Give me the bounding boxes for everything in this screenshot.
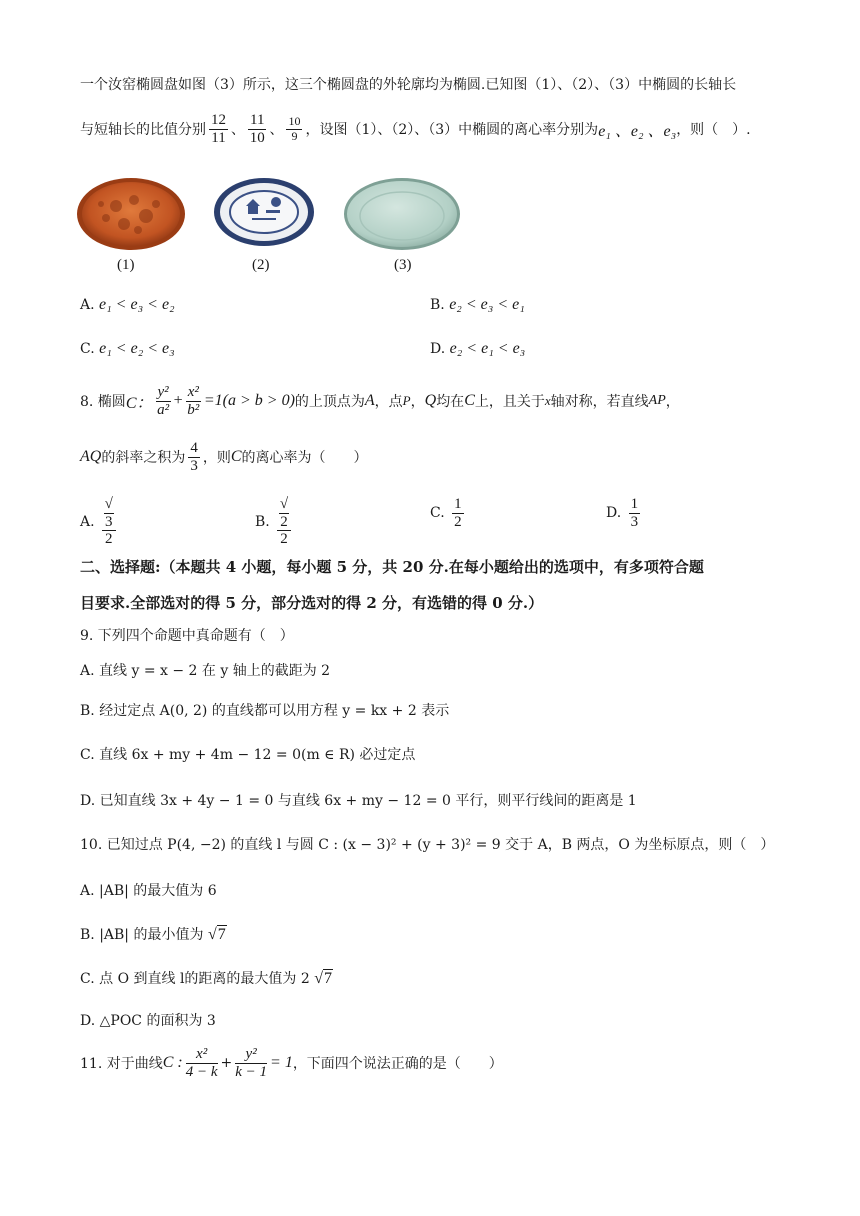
q8-mid3: 均在: [436, 394, 465, 410]
line-ap: AP: [648, 393, 666, 408]
sqrt-icon: √7: [207, 926, 226, 943]
q8-prefix: 8. 椭圆: [80, 394, 126, 410]
q11-stem: [80, 1046, 503, 1080]
var-x: x: [544, 393, 551, 408]
frac-den: 3: [190, 457, 198, 474]
q8-eq: =1(a > b > 0): [203, 392, 295, 409]
q8-mid2: ，点: [374, 394, 403, 410]
q9-stem: 9. 下列四个命题中真命题有（ ）: [80, 628, 294, 644]
q8-line2-a: 的斜率之积为: [101, 450, 186, 466]
q7-line2: [80, 112, 751, 146]
option-frac: [629, 496, 641, 530]
option-text: e₁ < e₂ < e₃: [99, 340, 175, 357]
plate-1-label: (1): [117, 257, 135, 273]
q8-line1: 8. 椭圆 C： $\frac{\text{y²}}{\text{a²}}$ + $\frac{\text{x²}}{\text{b²}}$ =1(a > b > 0) 的上顶点为 A ，点 P ， Q 均在 C 上，且关于 x 轴对称，若直线 AP ，: [80, 384, 680, 418]
q7-line2-vars: e₁ 、e₂ 、e₃: [598, 122, 677, 140]
q8-mid4: 上，且关于: [474, 394, 545, 410]
plate-1-image: [77, 178, 185, 250]
q8-frac-3: [188, 440, 200, 474]
q8-frac-2: [186, 384, 201, 418]
q7-line1: 一个汝窑椭圆盘如图（3）所示，这三个椭圆盘的外轮廓均为椭圆.已知图（1）、（2）、（3）中椭圆的长轴长: [80, 77, 737, 93]
option-text: e₁ < e₃ < e₂: [99, 296, 175, 313]
plate-3-label: (3): [394, 257, 412, 273]
option-label: A.: [80, 513, 95, 530]
option-text: B. |AB| 的最小值为: [80, 927, 204, 943]
option-label: D.: [430, 341, 446, 357]
frac-num: 4: [190, 440, 198, 456]
q7-ratio-3: [286, 115, 302, 142]
frac-den: b²: [187, 401, 200, 418]
q10-option-a[interactable]: A. |AB| 的最大值为 6: [80, 883, 217, 899]
comma: ，: [410, 394, 425, 410]
q10-option-b[interactable]: [80, 924, 227, 944]
point-q: Q: [424, 392, 437, 409]
sqrt-icon: √ 2: [279, 496, 289, 530]
q8-line2: [80, 440, 368, 474]
radicand: 2: [280, 513, 288, 530]
q8-option-d[interactable]: [606, 496, 643, 530]
q8-option-a[interactable]: [80, 496, 119, 548]
frac-den: 3: [630, 513, 639, 530]
q8-curve-name: C：: [125, 394, 153, 412]
sqrt-icon: √7: [314, 970, 333, 987]
ratio-1-den: 11: [211, 129, 226, 146]
q9-option-d[interactable]: D. 已知直线 3x + 4y − 1 = 0 与直线 6x + my − 12 = 0 平行，则平行线间的距离是 1: [80, 793, 637, 809]
q7-option-c[interactable]: [80, 340, 175, 358]
plates-figure: [76, 176, 466, 252]
plus-sign: +: [173, 392, 183, 409]
frac-den: a²: [157, 401, 170, 418]
q7-line2-mid: ，设图（1）、（2）、（3）中椭圆的离心率分别为: [305, 122, 599, 138]
frac-den: 2: [280, 531, 288, 547]
curve-c: C: [230, 448, 242, 465]
option-text: e₂ < e₃ < e₁: [449, 296, 525, 313]
section-2-heading-line2: 目要求.全部选对的得 5 分，部分选对的得 2 分，有选错的得 0 分.）: [80, 594, 544, 612]
q7-option-b[interactable]: [430, 296, 525, 314]
option-label: D.: [606, 505, 622, 521]
q8-frac-1: [156, 384, 171, 418]
option-label: B.: [430, 297, 445, 313]
q9-option-a[interactable]: A. 直线 y = x − 2 在 y 轴上的截距为 2: [80, 663, 331, 679]
sep-1: 、: [231, 122, 245, 138]
q11-eq: = 1: [270, 1054, 293, 1071]
q11-prefix: 11. 对于曲线: [80, 1056, 163, 1072]
option-label: C.: [80, 341, 95, 357]
option-label: A.: [80, 297, 95, 313]
ratio-2-den: 10: [249, 129, 265, 146]
section-2-heading-line1: 二、选择题:（本题共 4 小题，每小题 5 分，共 20 分.在每小题给出的选项中，有多项符合题: [80, 558, 704, 576]
ratio-3-den: 9: [291, 128, 298, 143]
sep-2: 、: [269, 122, 284, 138]
q7-ratio-2: [248, 112, 266, 146]
option-label: B.: [255, 513, 270, 530]
q7-line2-prefix: 与短轴长的比值分别: [80, 122, 206, 138]
option-text: e₂ < e₁ < e₃: [449, 340, 526, 357]
frac-den: 2: [454, 513, 462, 530]
option-frac: [277, 496, 291, 548]
frac-num: x²: [187, 384, 199, 400]
ratio-1-num: 12: [211, 112, 226, 128]
option-label: C.: [430, 505, 445, 521]
plate-2-label: (2): [252, 257, 270, 273]
q8-mid: 的上顶点为: [294, 394, 365, 410]
radicand: 7: [324, 970, 333, 987]
q7-ratio-1: [209, 112, 228, 146]
frac-den: k − 1: [235, 1063, 268, 1080]
option-frac: [452, 496, 464, 530]
sqrt-icon: √ 3: [104, 496, 113, 530]
plate-2-image: [214, 178, 314, 246]
q10-stem: 10. 已知过点 P(4, −2) 的直线 l 与圆 C : (x − 3)² + (y + 3)² = 9 交于 A，B 两点，O 为坐标原点，则（ ）: [80, 837, 775, 853]
frac-den: 2: [105, 531, 113, 547]
q9-option-c[interactable]: C. 直线 6x + my + 4m − 12 = 0(m ∈ R) 必过定点: [80, 747, 416, 763]
q7-line2-suffix: ，则（ ）.: [676, 122, 751, 138]
ratio-3-num: 10: [288, 114, 301, 129]
frac-num: x²: [186, 1046, 218, 1064]
q7-option-d[interactable]: [430, 340, 525, 358]
q10-option-d[interactable]: D. △POC 的面积为 3: [80, 1013, 216, 1029]
point-p: P: [402, 393, 411, 408]
radicand: 3: [105, 513, 113, 530]
q10-option-c[interactable]: [80, 968, 333, 988]
plate-3-image: [344, 178, 460, 250]
q11-frac-2: [235, 1046, 267, 1080]
q8-line2-b: ，则: [202, 450, 231, 466]
frac-num: 1: [454, 496, 462, 512]
q11-frac-1: [186, 1046, 218, 1080]
q8-line2-c: 的离心率为（ ）: [241, 450, 368, 466]
curve-c: C: [464, 392, 475, 409]
radicand: 7: [217, 926, 226, 943]
curve-c: C :: [162, 1054, 183, 1071]
ratio-2-num: 11: [250, 112, 265, 128]
point-a: A: [364, 392, 375, 409]
frac-num: 1: [630, 496, 639, 512]
plus-sign: +: [220, 1055, 233, 1071]
q7-option-a[interactable]: [80, 296, 175, 314]
option-frac: [102, 496, 116, 548]
frac-num: y²: [235, 1046, 267, 1064]
q8-option-b[interactable]: [255, 496, 294, 548]
q8-option-c[interactable]: [430, 496, 467, 530]
line-aq: AQ: [80, 448, 102, 465]
q11-suffix: ，下面四个说法正确的是（ ）: [292, 1056, 503, 1072]
q8-mid5: 轴对称，若直线: [550, 394, 649, 410]
frac-num: y²: [157, 384, 169, 400]
option-text: C. 点 O 到直线 l的距离的最大值为 2: [80, 971, 310, 987]
q9-option-b[interactable]: B. 经过定点 A(0, 2) 的直线都可以用方程 y = kx + 2 表示: [80, 703, 450, 719]
frac-den: 4 − k: [185, 1063, 218, 1080]
